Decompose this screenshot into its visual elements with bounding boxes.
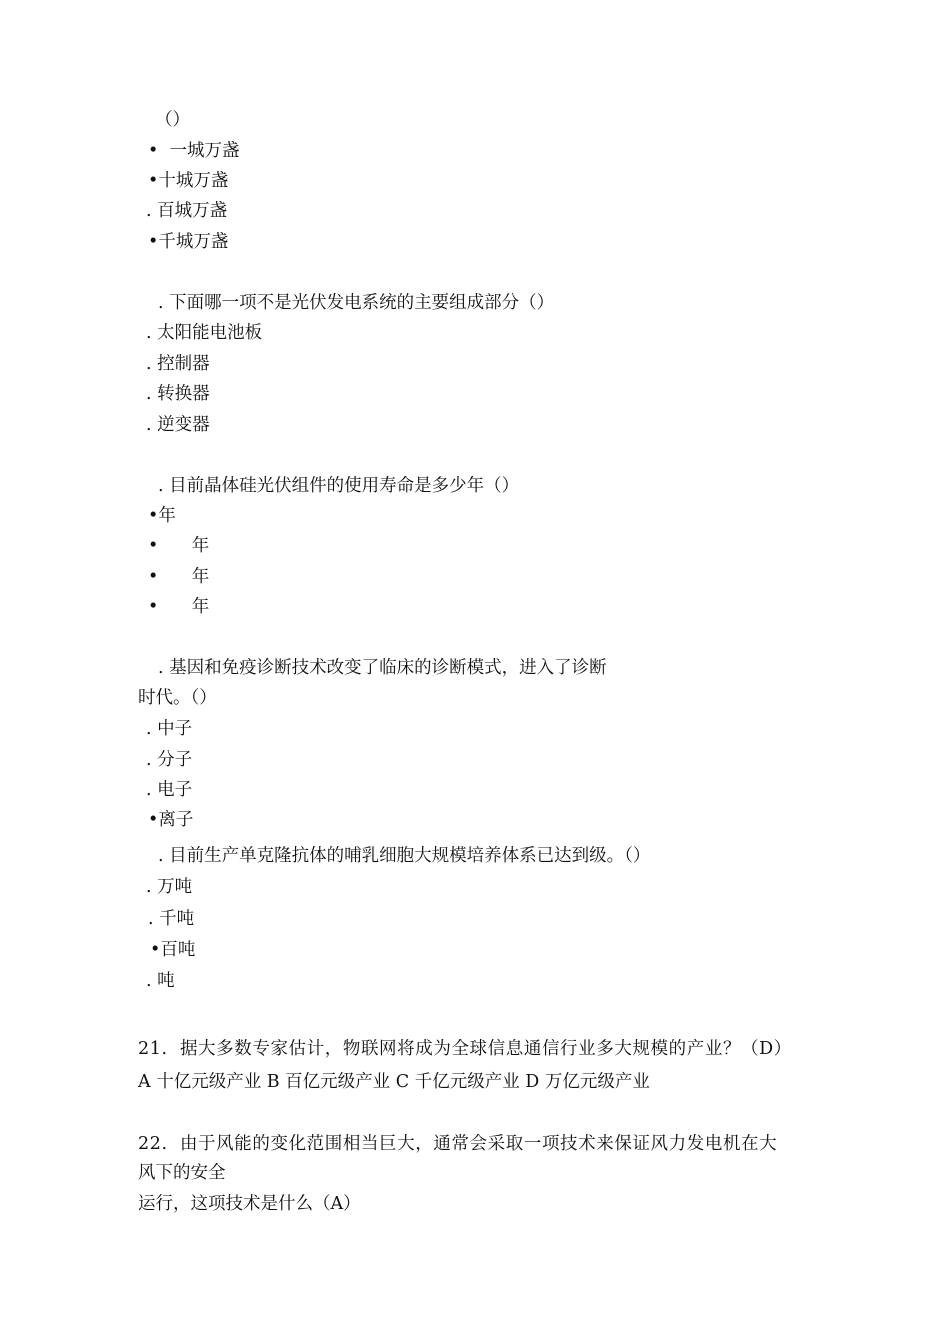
q22-stem-line2: 风下的安全	[138, 1163, 226, 1183]
q16-option-a: • 一城万盏	[148, 141, 240, 161]
q22-stem-line1: 22. 由于风能的变化范围相当巨大，通常会采取一项技术来保证风力发电机在大	[138, 1134, 778, 1154]
q16-option-b: •十城万盏	[148, 171, 229, 191]
q16-stem-tail: （）	[155, 110, 190, 130]
q20-option-c: •百吨	[150, 940, 196, 960]
q21-stem: 21. 据大多数专家估计，物联网将成为全球信息通信行业多大规模的产业？（D）	[138, 1039, 792, 1059]
q19-option-b: . 分子	[146, 750, 193, 770]
q21-options: A 十亿元级产业 B 百亿元级产业 C 千亿元级产业 D 万亿元级产业	[138, 1072, 650, 1092]
q17-option-d: . 逆变器	[146, 415, 210, 435]
q19-option-c: . 电子	[146, 780, 193, 800]
q19-option-d: •离子	[148, 810, 194, 830]
q22-stem-line3: 运行，这项技术是什么（A）	[138, 1194, 361, 1214]
q18-option-d: • 年	[148, 597, 210, 617]
q18-option-c: • 年	[148, 567, 210, 587]
q16-option-d: •千城万盏	[148, 232, 229, 252]
q20-option-d: . 吨	[146, 971, 175, 991]
q20-stem: . 目前生产单克隆抗体的哺乳细胞大规模培养体系已达到级。（）	[158, 846, 651, 866]
q18-option-b: • 年	[148, 536, 210, 556]
q17-option-b: . 控制器	[146, 354, 210, 374]
q19-stem-line2: 时代。（）	[138, 688, 217, 708]
q20-option-b: . 千吨	[148, 909, 195, 929]
q20-option-a: . 万吨	[146, 877, 193, 897]
q18-option-a: •年	[148, 506, 176, 526]
q18-stem: . 目前晶体硅光伏组件的使用寿命是多少年（）	[158, 476, 520, 496]
q19-option-a: . 中子	[146, 719, 193, 739]
q19-stem-line1: . 基因和免疫诊断技术改变了临床的诊断模式，进入了诊断	[158, 658, 607, 678]
q17-option-a: . 太阳能电池板	[146, 323, 263, 343]
q17-option-c: . 转换器	[146, 384, 210, 404]
q16-option-c: . 百城万盏	[146, 201, 228, 221]
q17-stem: . 下面哪一项不是光伏发电系统的主要组成部分（）	[158, 293, 555, 313]
